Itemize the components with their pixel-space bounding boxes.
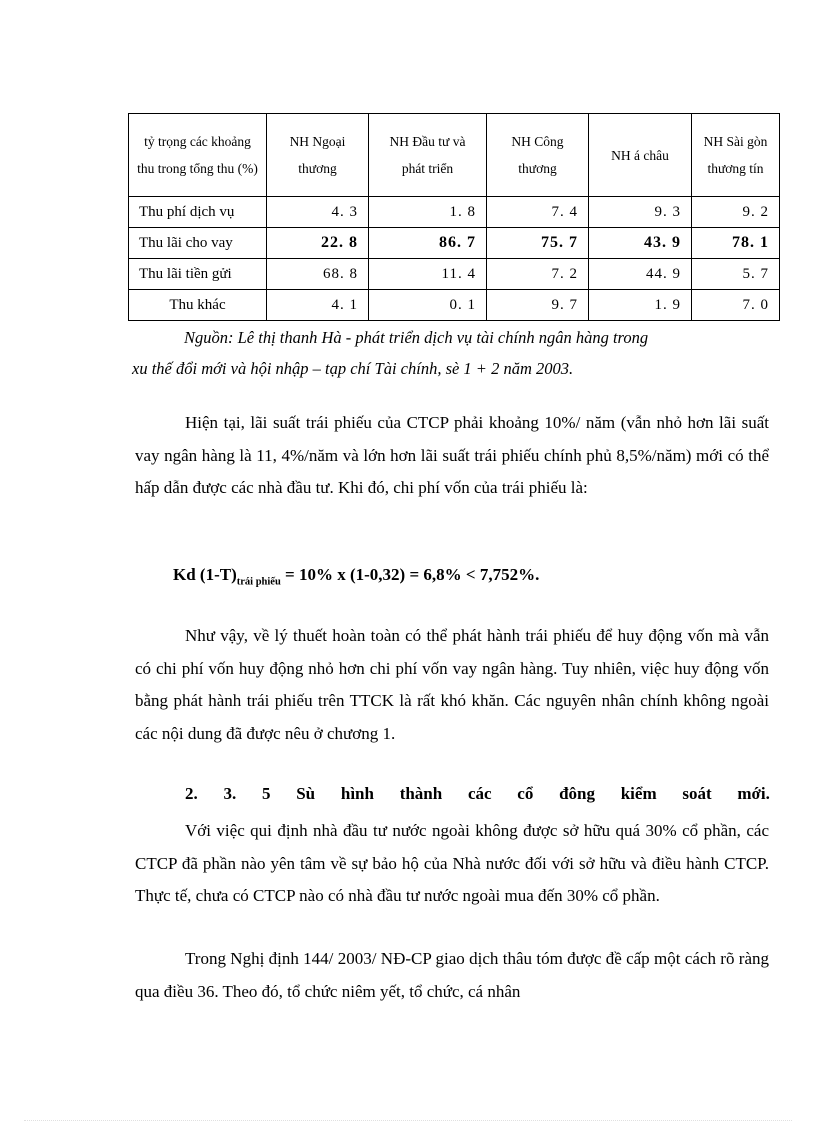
heading-word: kiểm <box>620 784 657 803</box>
row-label: Thu khác <box>129 290 267 321</box>
header-cell-category: tỷ trọng các khoảng thu trong tổng thu (%) <box>129 114 267 197</box>
paragraph-conclusion: Như vậy, về lý thuết hoàn toàn có thể phát hành trái phiếu để huy động vốn mà vẫn có chi phí vốn huy động nhỏ hơn chi phí vốn vay ngân hàng. Tuy nhiên, việc huy động vốn bằng phát hành trái phiếu trên TTCK là rất khó khăn. Các nguyên nhân chính không ngoài các nội dung đã được nêu ở chương 1. <box>135 626 769 743</box>
paragraph-decree: Trong Nghị định 144/ 2003/ NĐ-CP giao dịch thâu tóm được đề cấp một cách rõ ràng qua điều 36. Theo đó, tổ chức niêm yết, tổ chức, cá nhân <box>135 949 769 1001</box>
table-cell: 86. 7 <box>369 228 487 259</box>
formula-subscript: trái phiếu <box>236 576 281 588</box>
table-cell: 0. 1 <box>369 290 487 321</box>
table-cell: 78. 1 <box>692 228 780 259</box>
paragraph-foreign-ownership: Với việc qui định nhà đầu tư nước ngoài không được sở hữu quá 30% cổ phần, các CTCP đã phần nào yên tâm về sự bảo hộ của Nhà nước đối với sở hữu và điều hành CTCP. Thực tế, chưa có CTCP nào có nhà đầu tư nước ngoài mua đến 30% cổ phần. <box>135 821 769 905</box>
heading-word: 3. <box>223 784 237 803</box>
table-header-row <box>129 114 780 197</box>
section-heading <box>185 784 770 804</box>
formula-right: = 10% x (1-0,32) = 6,8% < 7,752%. <box>280 565 540 584</box>
table-cell: 5. 7 <box>692 259 780 290</box>
table-row <box>129 290 780 321</box>
table-cell: 1. 9 <box>589 290 692 321</box>
table-row <box>129 228 780 259</box>
heading-word: cổ <box>517 784 534 803</box>
table-cell: 9. 3 <box>589 197 692 228</box>
table-cell: 44. 9 <box>589 259 692 290</box>
table-cell: 43. 9 <box>589 228 692 259</box>
heading-word: soát <box>682 784 712 803</box>
header-cell-bank: NH Ngoại thương <box>267 114 369 197</box>
heading-word: thành <box>399 784 443 803</box>
row-label: Thu phí dịch vụ <box>129 197 267 228</box>
heading-word: Sù <box>296 784 316 803</box>
table-cell: 11. 4 <box>369 259 487 290</box>
table-cell: 22. 8 <box>267 228 369 259</box>
header-cell-bank: NH Đầu tư và phát triển <box>369 114 487 197</box>
table-cell: 9. 2 <box>692 197 780 228</box>
table-row <box>129 259 780 290</box>
heading-word: hình <box>340 784 374 803</box>
heading-word: đông <box>559 784 595 803</box>
table-cell: 1. 8 <box>369 197 487 228</box>
page-bottom-rule <box>24 1120 792 1121</box>
table-cell: 7. 4 <box>487 197 589 228</box>
paragraph-bond-rate: Hiện tại, lãi suất trái phiếu của CTCP phải khoảng 10%/ năm (vẫn nhỏ hơn lãi suất vay ngân hàng là 11, 4%/năm và lớn hơn lãi suất trái phiếu chính phủ 8,5%/năm) mới có thể hấp dẫn được các nhà đầu tư. Khi đó, chi phí vốn của trái phiếu là: <box>135 413 769 497</box>
header-cell-bank: NH Sài gòn thương tín <box>692 114 780 197</box>
row-label: Thu lãi tiền gửi <box>129 259 267 290</box>
table-cell: 75. 7 <box>487 228 589 259</box>
heading-word: 2. <box>185 784 198 803</box>
row-label: Thu lãi cho vay <box>129 228 267 259</box>
table-cell: 9. 7 <box>487 290 589 321</box>
table-row <box>129 197 780 228</box>
heading-word: các <box>467 784 492 803</box>
cost-of-debt-formula <box>173 565 539 587</box>
table-cell: 68. 8 <box>267 259 369 290</box>
table-cell: 7. 2 <box>487 259 589 290</box>
revenue-share-table <box>128 113 780 321</box>
table-cell: 4. 3 <box>267 197 369 228</box>
heading-word: mới. <box>737 784 770 803</box>
header-cell-bank: NH Công thương <box>487 114 589 197</box>
source-line: xu thế đổi mới và hội nhập – tạp chí Tài chính, sè 1 + 2 năm 2003. <box>132 359 574 378</box>
table-cell: 7. 0 <box>692 290 780 321</box>
table-cell: 4. 1 <box>267 290 369 321</box>
table-source-note <box>132 322 747 384</box>
heading-word: 5 <box>261 784 271 803</box>
source-line: Nguồn: Lê thị thanh Hà - phát triển dịch vụ tài chính ngân hàng trong <box>184 328 649 347</box>
header-cell-bank: NH á châu <box>589 114 692 197</box>
formula-left: Kd (1-T) <box>173 565 237 584</box>
